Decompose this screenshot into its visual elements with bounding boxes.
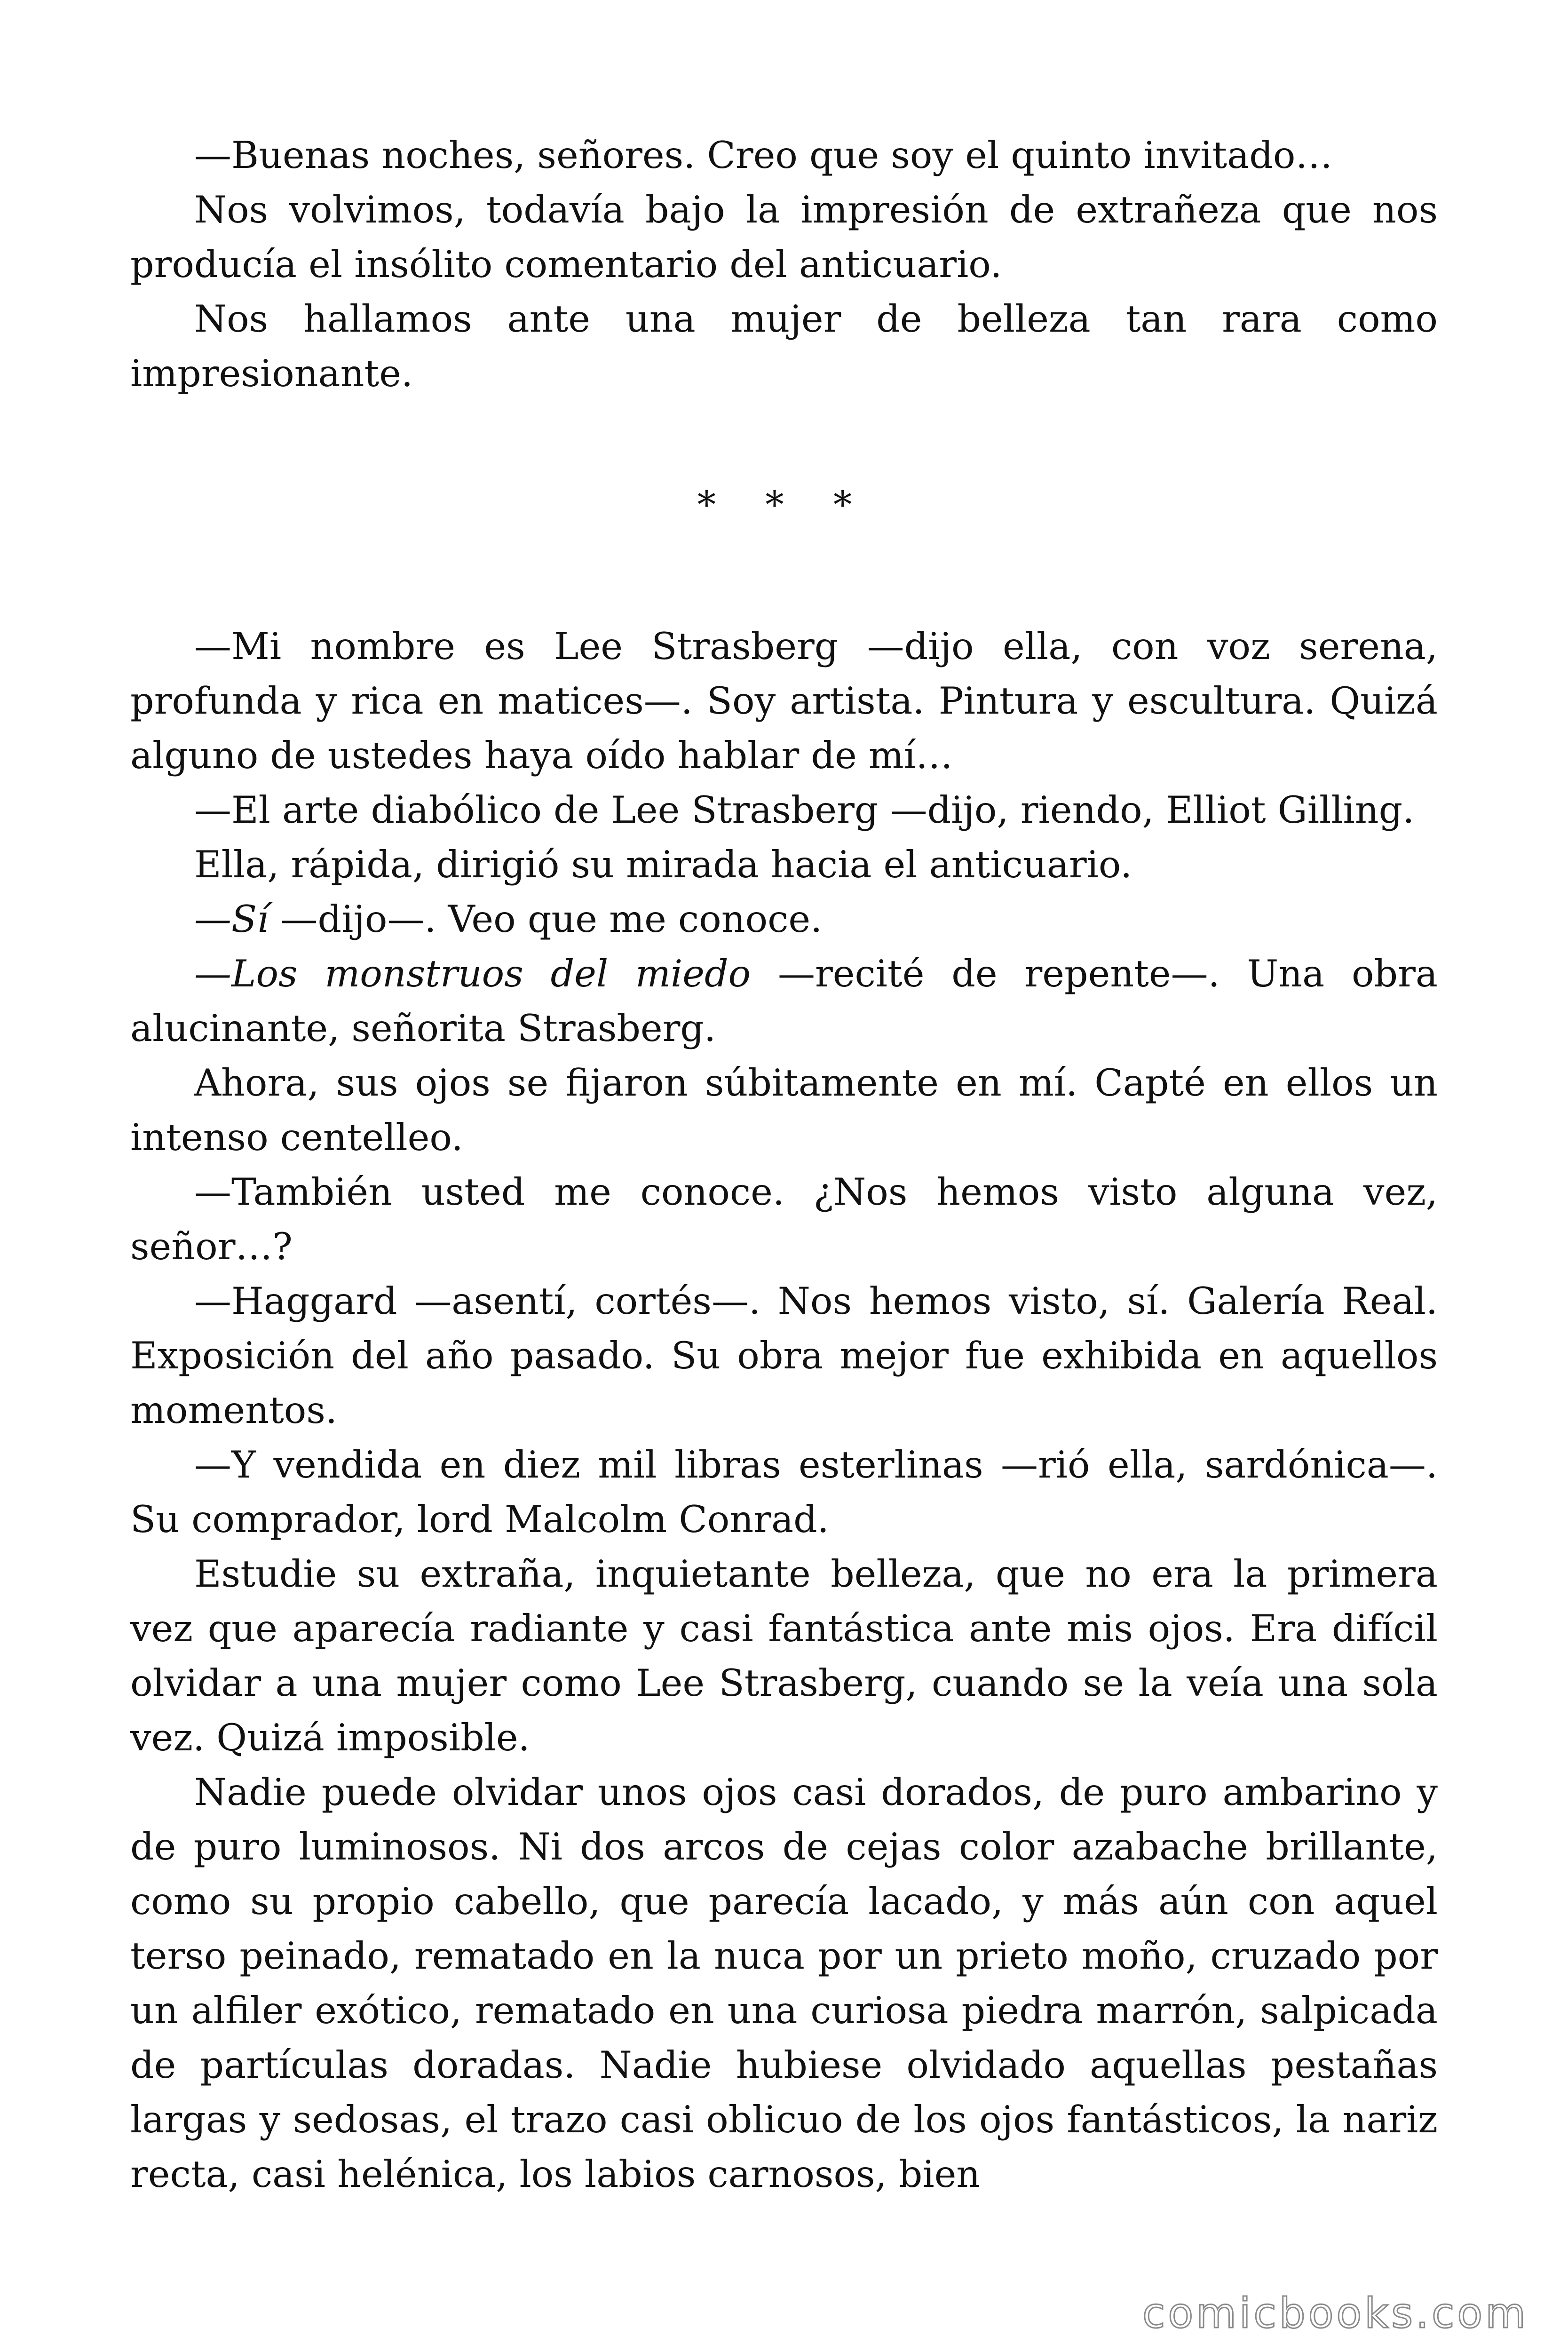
- paragraph: —También usted me conoce. ¿Nos hemos visto alguna vez, señor…?: [130, 1170, 1438, 1268]
- paragraph: Estudie su extraña, inquietante belleza, que no era la primera vez que aparecía radiante y casi fantástica ante mis ojos. Era difícil olvidar a una mujer como Lee Strasberg, cuando se la veía una sola vez. Quizá imposible.: [130, 1552, 1438, 1759]
- paragraph: [130, 946, 1438, 1056]
- italic-title: —Los monstruos del miedo: [194, 952, 751, 995]
- paragraph: —Buenas noches, señores. Creo que soy el quinto invitado…: [194, 134, 1333, 177]
- paragraph: —Haggard —asentí, cortés—. Nos hemos visto, sí. Galería Real. Exposición del año pasado. Su obra mejor fue exhibida en aquellos momentos.: [130, 1279, 1438, 1432]
- paragraph: Nos volvimos, todavía bajo la impresión de extrañeza que nos producía el insólito comentario del anticuario.: [130, 188, 1438, 286]
- watermark: comicbooks.com: [1142, 2289, 1528, 2337]
- text-section-one: [130, 128, 1438, 401]
- paragraph-text: —recité de repente—. Una obra alucinante, señorita Strasberg.: [130, 952, 1438, 1050]
- text-section-two: [130, 619, 1438, 2201]
- paragraph: —El arte diabólico de Lee Strasberg —dijo, riendo, Elliot Gilling.: [194, 788, 1415, 832]
- section-separator: * * *: [697, 483, 871, 526]
- paragraph: Nos hallamos ante una mujer de belleza tan rara como impresionante.: [130, 297, 1438, 395]
- italic-text: —Sí: [194, 898, 269, 941]
- paragraph: Ella, rápida, dirigió su mirada hacia el anticuario.: [194, 843, 1132, 886]
- paragraph: —Y vendida en diez mil libras esterlinas —rió ella, sardónica—. Su comprador, lord Malcolm Conrad.: [130, 1443, 1438, 1541]
- paragraph: Nadie puede olvidar unos ojos casi dorados, de puro ambarino y de puro luminosos. Ni dos arcos de cejas color azabache brillante, como su propio cabello, que parecía lacado, y más aún con aquel terso peinado, rematado en la nuca por un prieto moño, cruzado por un alfiler exótico, rematado en una curiosa piedra marrón, salpicada de partículas doradas. Nadie hubiese olvidado aquellas pestañas largas y sedosas, el trazo casi oblicuo de los ojos fantásticos, la nariz recta, casi helénica, los labios carnosos, bien: [130, 1771, 1438, 2196]
- paragraph-text: —dijo—. Veo que me conoce.: [269, 898, 823, 941]
- paragraph: Ahora, sus ojos se fijaron súbitamente en mí. Capté en ellos un intenso centelleo.: [130, 1061, 1438, 1159]
- paragraph: [130, 892, 1438, 946]
- paragraph: —Mi nombre es Lee Strasberg —dijo ella, con voz serena, profunda y rica en matices—. Soy artista. Pintura y escultura. Quizá alguno de ustedes haya oído hablar de mí…: [130, 625, 1438, 777]
